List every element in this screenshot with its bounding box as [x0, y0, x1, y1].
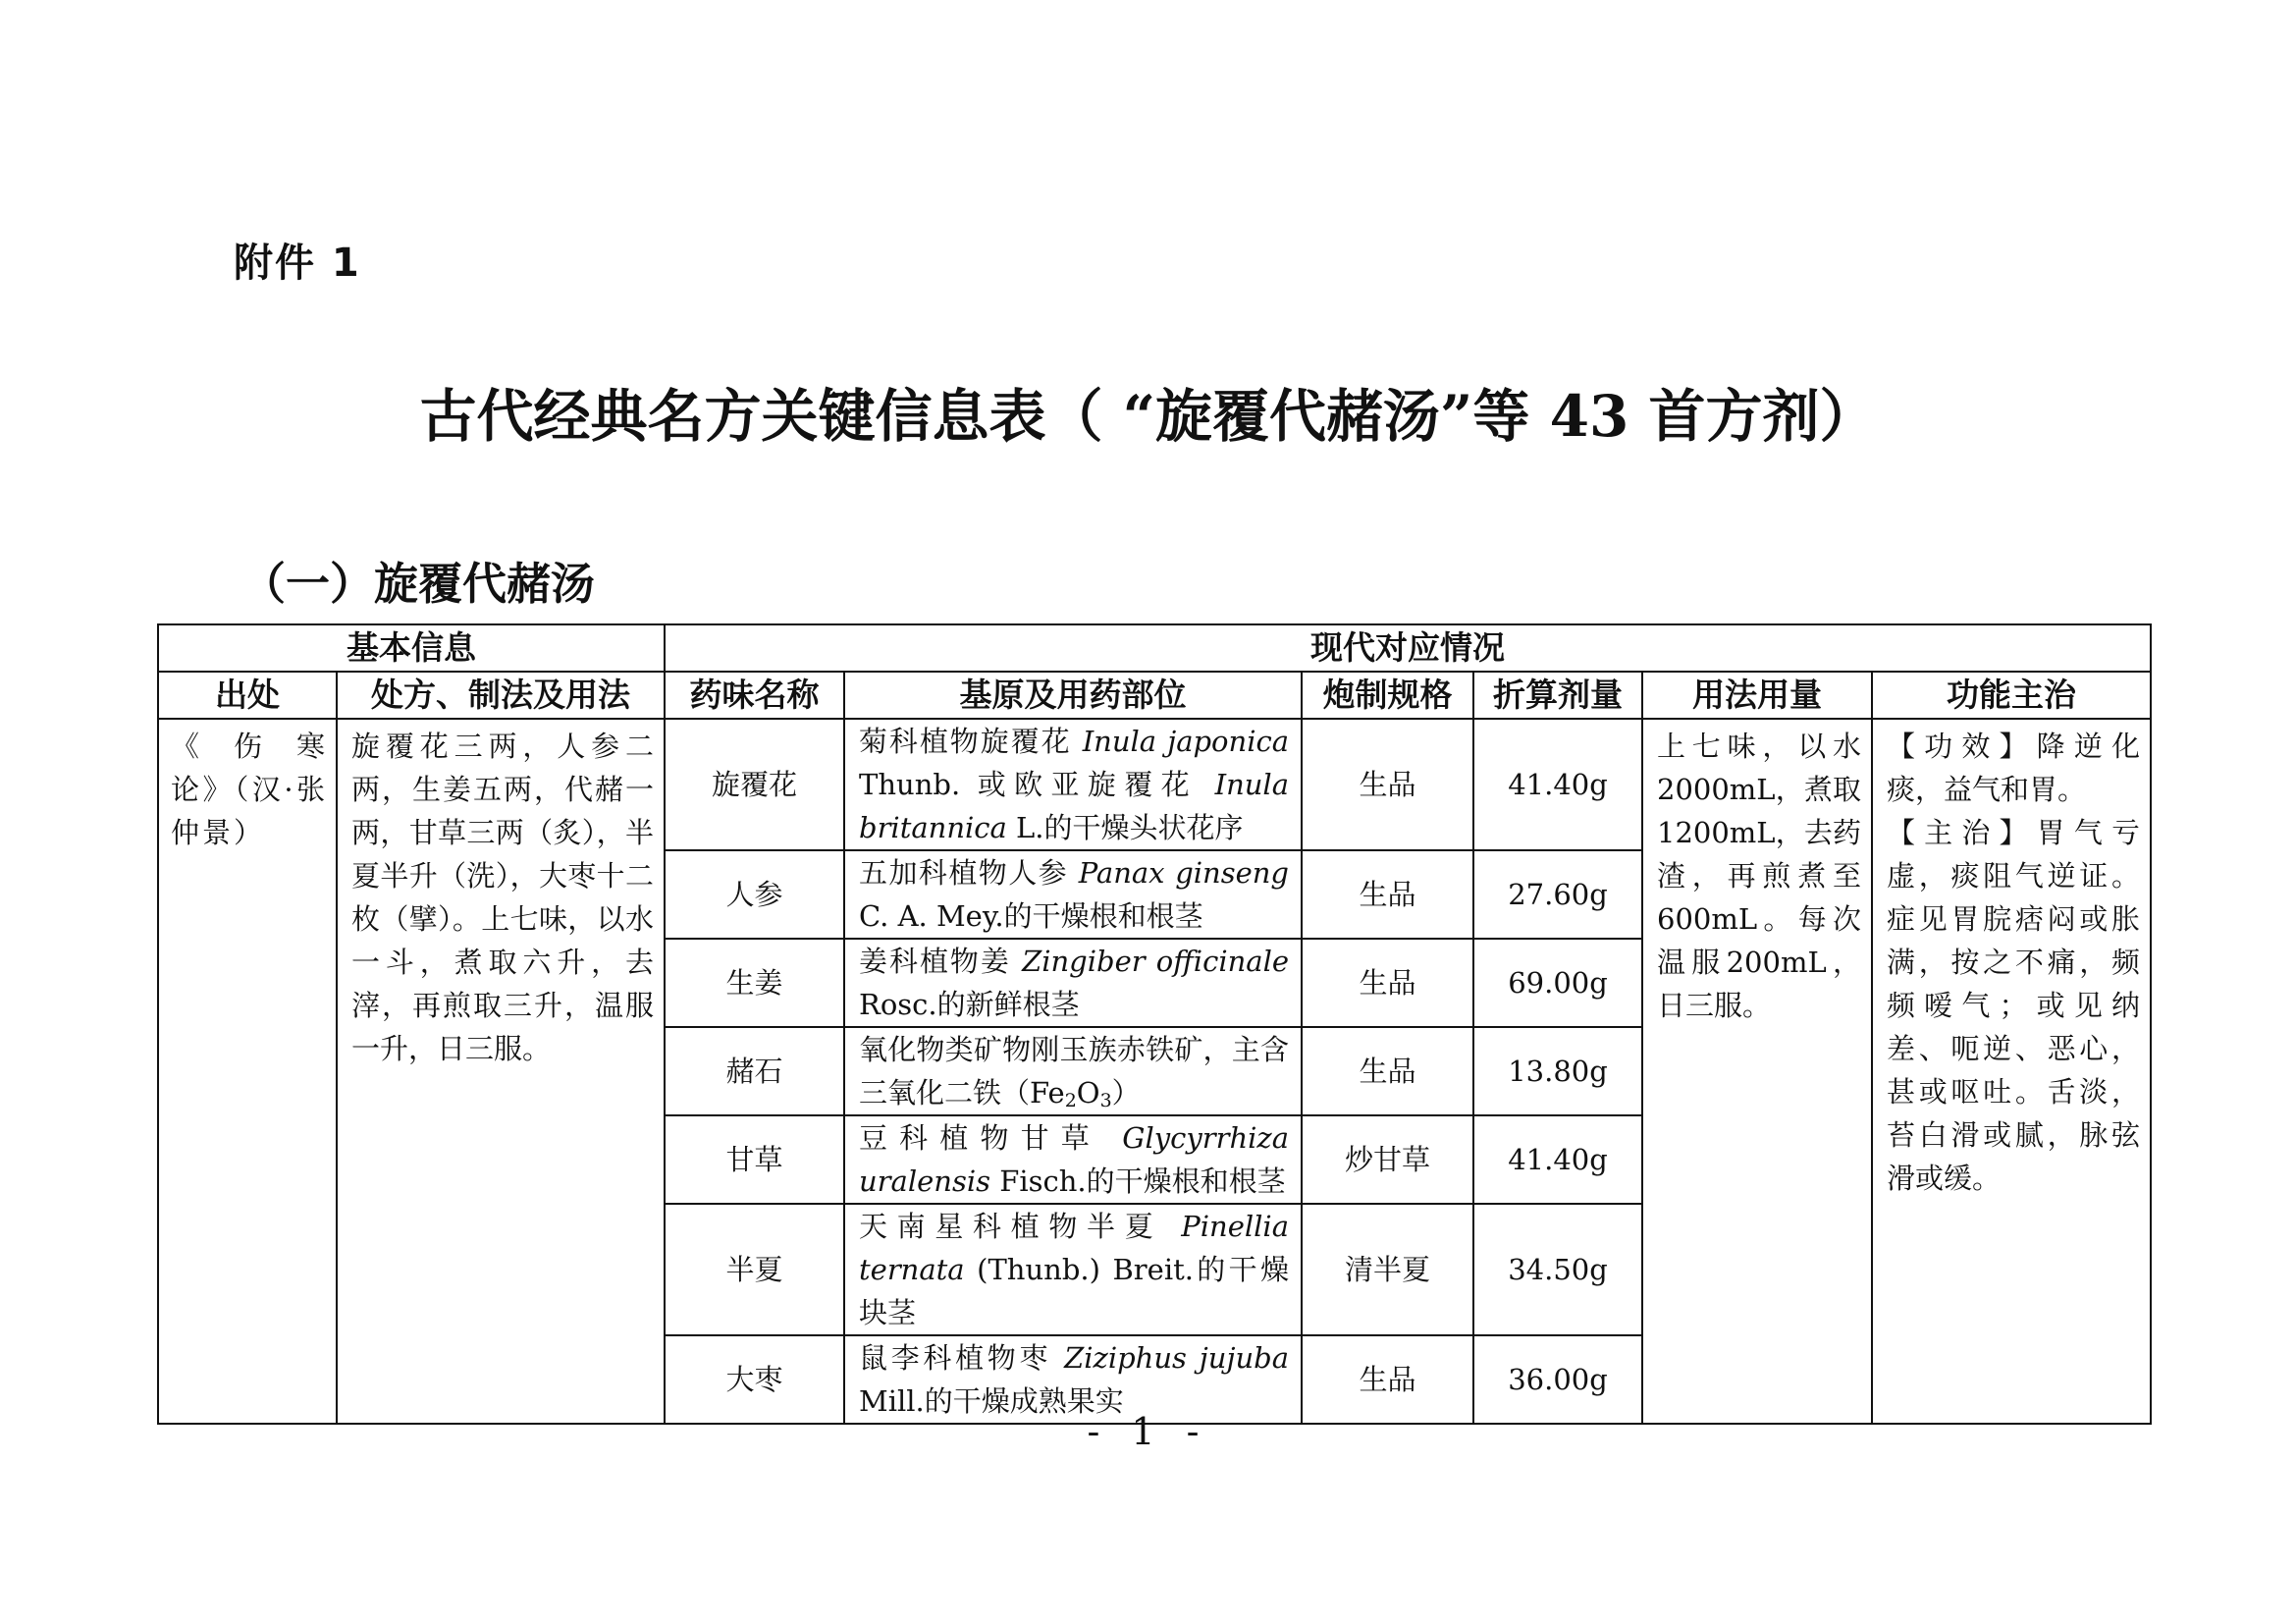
function-cell [1872, 719, 2151, 1424]
col-header-source: 出处 [158, 672, 337, 719]
prescription-cell: 旋覆花三两，人参二两，生姜五两，代赭一两，甘草三两（炙），半夏半升（洗），大枣十二枚（擘）。上七味，以水一斗，煮取六升，去滓，再煎取三升，温服一升，日三服。 [337, 719, 665, 1424]
dose-cell: 36.00g [1473, 1335, 1642, 1424]
modern-correspondence-header: 现代对应情况 [665, 624, 2151, 672]
origin-cell: 天南星科植物半夏 Pinellia ternata (Thunb.) Breit.的干燥块茎 [844, 1204, 1302, 1335]
dose-cell: 69.00g [1473, 939, 1642, 1027]
latin-name: Inula japonica [1082, 725, 1290, 758]
dose-cell: 27.60g [1473, 850, 1642, 939]
dose-cell: 13.80g [1473, 1027, 1642, 1115]
dose-cell: 41.40g [1473, 1115, 1642, 1204]
processing-cell: 生品 [1302, 1027, 1473, 1115]
col-header-processing: 炮制规格 [1302, 672, 1473, 719]
dose-cell: 34.50g [1473, 1204, 1642, 1335]
herb-name-cell: 人参 [665, 850, 844, 939]
col-header-usage: 用法用量 [1642, 672, 1872, 719]
processing-cell: 生品 [1302, 850, 1473, 939]
origin-cell: 豆科植物甘草 Glycyrrhiza uralensis Fisch.的干燥根和根茎 [844, 1115, 1302, 1204]
section-title: （一）旋覆代赭汤 [241, 558, 596, 610]
processing-cell: 生品 [1302, 719, 1473, 850]
herb-name-cell: 赭石 [665, 1027, 844, 1115]
latin-name: Inula britannica [859, 768, 1289, 844]
source-cell: 《伤寒论》（汉·张仲景） [158, 719, 337, 1424]
attachment-label: 附件 1 [234, 241, 361, 286]
latin-name: Zingiber officinale [1022, 945, 1290, 978]
processing-cell: 炒甘草 [1302, 1115, 1473, 1204]
dose-cell: 41.40g [1473, 719, 1642, 850]
col-header-origin: 基原及用药部位 [844, 672, 1302, 719]
origin-cell: 姜科植物姜 Zingiber officinale Rosc.的新鲜根茎 [844, 939, 1302, 1027]
herb-name-cell: 半夏 [665, 1204, 844, 1335]
table-row [158, 719, 2151, 850]
indication-text: 【主治】胃气亏虚，痰阻气逆证。症见胃脘痞闷或胀满，按之不痛，频频嗳气；或见纳差、呃逆、恶心，甚或呕吐。舌淡，苔白滑或腻，脉弦滑或缓。 [1887, 816, 2141, 1195]
herb-name-cell: 大枣 [665, 1335, 844, 1424]
processing-cell: 生品 [1302, 1335, 1473, 1424]
herb-name-cell: 旋覆花 [665, 719, 844, 850]
latin-name: Glycyrrhiza uralensis [859, 1121, 1289, 1198]
herb-name-cell: 甘草 [665, 1115, 844, 1204]
herb-name-cell: 生姜 [665, 939, 844, 1027]
col-header-function: 功能主治 [1872, 672, 2151, 719]
page-number: - 1 - [1087, 1410, 1209, 1453]
basic-info-header: 基本信息 [158, 624, 665, 672]
prescription-info-table [157, 623, 2152, 1425]
col-header-herb-name: 药味名称 [665, 672, 844, 719]
usage-cell: 上七味，以水2000mL，煮取1200mL，去药渣，再煎煮至600mL。每次温服200mL，日三服。 [1642, 719, 1872, 1424]
origin-cell: 菊科植物旋覆花 Inula japonica Thunb. 或欧亚旋覆花 Inula britannica L.的干燥头状花序 [844, 719, 1302, 850]
processing-cell: 生品 [1302, 939, 1473, 1027]
origin-cell: 氧化物类矿物刚玉族赤铁矿，主含三氧化二铁$(Fe_2O_3)$ [844, 1027, 1302, 1115]
document-title: 古代经典名方关键信息表（ “旋覆代赭汤”等 43 首方剂） [419, 383, 1877, 450]
col-header-dose: 折算剂量 [1473, 672, 1642, 719]
origin-cell: 鼠李科植物枣 Ziziphus jujuba Mill.的干燥成熟果实 [844, 1335, 1302, 1424]
efficacy-text: 【功效】降逆化痰，益气和胃。 [1887, 730, 2141, 806]
col-header-prescription: 处方、制法及用法 [337, 672, 665, 719]
latin-name: Panax ginseng [1078, 856, 1289, 890]
latin-name: Ziziphus jujuba [1064, 1341, 1289, 1375]
processing-cell: 清半夏 [1302, 1204, 1473, 1335]
latin-name: Pinellia ternata [859, 1210, 1289, 1286]
origin-cell: 五加科植物人参 Panax ginseng C. A. Mey.的干燥根和根茎 [844, 850, 1302, 939]
